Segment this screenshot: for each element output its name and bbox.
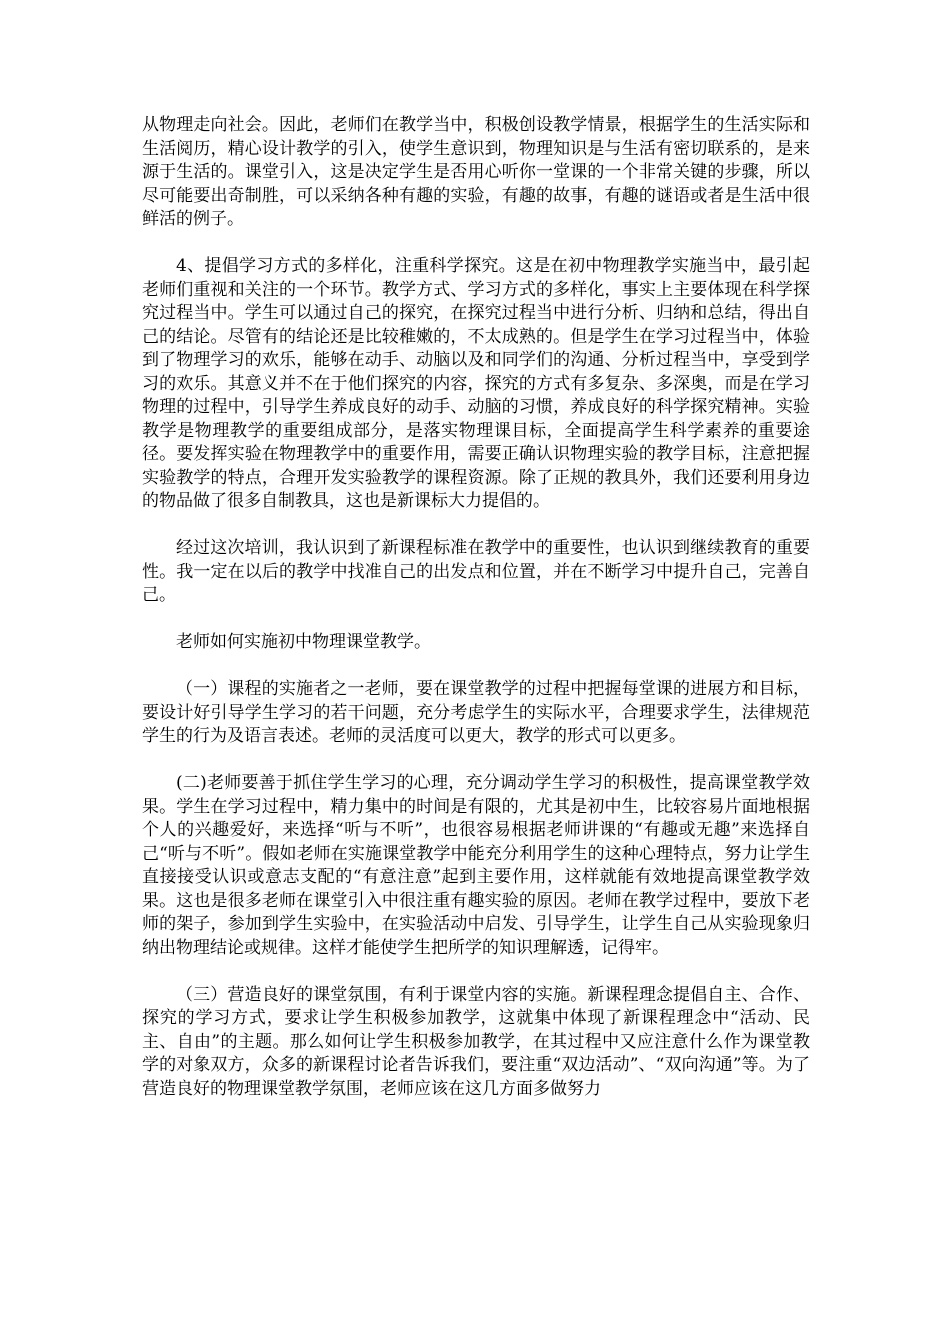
paragraph-item-3: （三）营造良好的课堂氛围，有利于课堂内容的实施。新课程理念提倡自主、合作、探究的学习方式，要求让学生积极参加教学，这就集中体现了新课程理念中“活动、民主、自由”的主题。那么如何让学生积极参加教学，在其过程中又应注意什么作为课堂教学的对象双方，众多的新课程讨论者告诉我们，要注重“双边活动”、“双向沟通”等。为了营造良好的物理课堂教学氛围，老师应该在这几方面多做努力: [142, 984, 810, 1099]
paragraph-point-4: 4、提倡学习方式的多样化，注重科学探究。这是在初中物理教学实施当中，最引起老师们重视和关注的一个环节。教学方式、学习方式的多样化，事实上主要体现在科学探究过程当中。学生可以通过自己的探究，在探究过程当中进行分析、归纳和总结，得出自己的结论。尽管有的结论还是比较稚嫩的，不太成熟的。但是学生在学习过程当中，体验到了物理学习的欢乐，能够在动手、动脑以及和同学们的沟通、分析过程当中，享受到学习的欢乐。其意义并不在于他们探究的内容，探究的方式有多复杂、多深奥，而是在学习物理的过程中，引导学生养成良好的动手、动脑的习惯，养成良好的科学探究精神。实验教学是物理教学的重要组成部分，是落实物理课目标，全面提高学生科学素养的重要途径。要发挥实验在物理教学中的重要作用，需要正确认识物理实验的教学目标，注意把握实验教学的特点，合理开发实验教学的课程资源。除了正规的教具外，我们还要利用身边的物品做了很多自制教具，这也是新课标大力提倡的。: [142, 256, 810, 511]
paragraph-item-1: （一）课程的实施者之一老师，要在课堂教学的过程中把握每堂课的进展方和目标，要设计好引导学生学习的若干问题，充分考虑学生的实际水平，合理要求学生，法律规范学生的行为及语言表述。老师的灵活度可以更大，教学的形式可以更多。: [142, 679, 810, 746]
section-heading: 老师如何实施初中物理课堂教学。: [176, 632, 431, 652]
paragraph-training-reflection: 经过这次培训，我认识到了新课程标准在教学中的重要性，也认识到继续教育的重要性。我一定在以后的教学中找准自己的出发点和位置，并在不断学习中提升自己，完善自己。: [142, 538, 810, 605]
document-body: [142, 114, 810, 1125]
paragraph-intro-continued: 从物理走向社会。因此，老师们在教学当中，积极创设教学情景，根据学生的生活实际和生活阅历，精心设计教学的引入，使学生意识到，物理知识是与生活有密切联系的，是来源于生活的。课堂引入，这是决定学生是否用心听你一堂课的一个非常关键的步骤，所以尽可能要出奇制胜，可以采纳各种有趣的实验，有趣的故事，有趣的谜语或者是生活中很鲜活的例子。: [142, 115, 810, 229]
paragraph-item-2: (二)老师要善于抓住学生学习的心理，充分调动学生学习的积极性，提高课堂教学效果。学生在学习过程中，精力集中的时间是有限的，尤其是初中生，比较容易片面地根据个人的兴趣爱好，来选择“听与不听”，也很容易根据老师讲课的“有趣或无趣”来选择自己“听与不听”。假如老师在实施课堂教学中能充分利用学生的这种心理特点，努力让学生直接接受认识或意志支配的“有意注意”起到主要作用，这样就能有效地提高课堂教学效果。这也是很多老师在课堂引入中很注重有趣实验的原因。老师在教学过程中，要放下老师的架子，参加到学生实验中，在实验活动中启发、引导学生，让学生自己从实验现象归纳出物理结论或规律。这样才能使学生把所学的知识理解透，记得牢。: [142, 773, 810, 958]
